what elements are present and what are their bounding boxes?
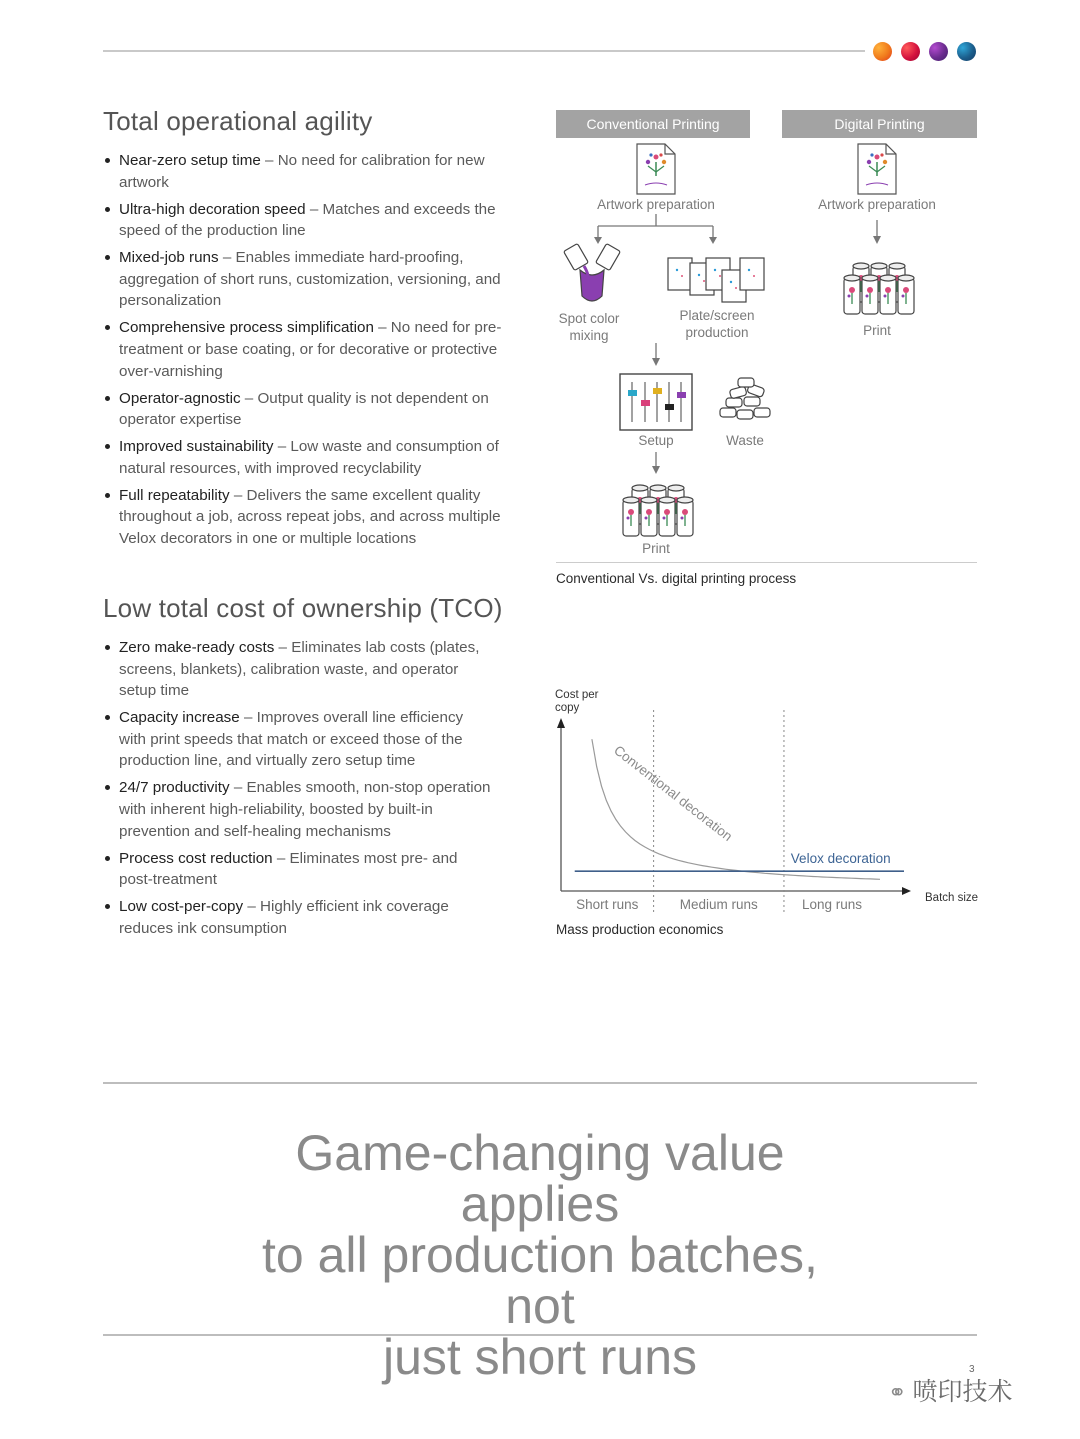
print-cans-icon [844,263,914,314]
conventional-printing-header: Conventional Printing [556,110,750,138]
tagline-line: just short runs [382,1329,697,1385]
agility-item-key: Full repeatability [119,486,230,504]
tco-list [103,637,493,945]
tco-item-desc: – Eliminates lab costs (plates, screens, blankets), calibration waste, and operator setup time [119,639,480,700]
agility-item-key: Near-zero setup time [119,152,261,169]
orange-dot [873,42,892,61]
tco-item-key: Low cost-per-copy [119,898,244,916]
tco-item-key: Zero make-ready costs [119,639,275,656]
wechat-watermark: ⚭ 喷印技术 [888,1378,1013,1406]
arrow-icon [709,237,717,244]
region-label: Medium runs [679,897,758,912]
artwork-doc-icon [637,144,675,194]
artwork-doc-icon [858,144,896,194]
tagline [230,1125,850,1385]
tco-title: Low total cost of ownership (TCO) [103,593,503,623]
spot-color-mixing-icon [564,243,621,301]
agility-item [103,436,523,479]
brand-dots [873,42,983,62]
agility-item-desc: – Enables immediate hard-proofing, aggregation of short runs, customization, versioning, and personalization [119,249,501,310]
tco-item-key: Process cost reduction [119,849,273,867]
tco-item-desc: – Improves overall line efficiency with print speeds that match or exceed those of the production line, and virtually zero setup time [119,709,464,770]
wechat-icon: ⚭ [888,1380,907,1405]
print-cans-icon [623,485,693,536]
plate-screen-icon [668,258,764,302]
tagline-rule-bottom [103,1334,977,1336]
chart-ylabel-2: copy [555,702,580,714]
agility-item-key: Improved sustainability [119,438,274,456]
arrow-icon [652,466,660,474]
artwork-conv-label: Artwork preparation [597,197,715,212]
process-caption: Conventional Vs. digital printing process [556,571,797,586]
page-number: 3 [969,1364,975,1375]
chart-xlabel: Batch size [925,892,979,904]
setup-label: Setup [638,433,674,448]
spot-color-label: Spot color mixing [558,311,620,343]
agility-item [103,388,523,431]
agility-item-desc: – No need for pre-treatment or base coating, or for decorative or protective over-varnishing [119,319,502,380]
tco-item-desc: – Highly efficient ink coverage reduces ink consumption [119,898,449,937]
conventional-label: Conventional decoration [611,742,736,845]
agility-item-key: Mixed-job runs [119,249,219,267]
plate-screen-label: Plate/screen production [679,308,755,340]
arrow-icon [652,358,660,366]
agility-item-key: Operator-agnostic [119,389,241,407]
print-dig-label: Print [863,323,891,338]
header-rule [103,50,865,52]
cost-chart [540,680,990,950]
waste-icon [720,378,770,419]
agility-item-key: Ultra-high decoration speed [119,200,306,218]
chart-title: Mass production economics [556,922,724,937]
diagram-rule [556,562,977,563]
agility-item [103,247,523,312]
print-conv-label: Print [642,541,670,556]
tco-item-desc: – Enables smooth, non-stop operation with inherent high-reliability, boosted by built-in prevention and self-healing mechanisms [119,779,491,840]
agility-list [103,150,523,555]
region-label: Short runs [576,897,639,912]
agility-item [103,317,523,382]
agility-item [103,485,523,550]
region-label: Long runs [801,897,862,912]
tagline-line: Game-changing value applies [295,1125,785,1232]
tco-item-key: Capacity increase [119,709,240,727]
artwork-dig-label: Artwork preparation [818,197,936,212]
purple-dot [929,42,948,61]
digital-printing-header: Digital Printing [782,110,977,138]
arrow-icon [594,237,602,244]
agility-item [103,150,523,193]
y-axis-arrow-icon [557,718,565,728]
tco-item [103,777,493,842]
arrow-icon [873,236,881,244]
tco-item [103,637,493,702]
agility-title: Total operational agility [103,106,373,136]
red-dot [901,42,920,61]
x-axis-arrow-icon [902,887,911,895]
agility-item-desc: – Low waste and consumption of natural resources, with improved recyclability [119,438,499,477]
tco-item [103,707,493,772]
agility-item-desc: – Output quality is not dependent on operator expertise [119,389,489,429]
agility-item-desc: – Matches and exceeds the speed of the production line [119,200,496,240]
agility-item-desc: – Delivers the same excellent quality throughout a job, across repeat jobs, and across multiple Velox decorators in one or multiple locations [119,486,501,547]
tco-item [103,848,493,891]
chart-ylabel-1: Cost per [555,689,599,701]
setup-mixer-icon [620,374,692,430]
waste-label: Waste [726,433,764,448]
tagline-line: to all production batches, not [262,1227,818,1334]
tco-item [103,896,493,939]
agility-item [103,199,523,242]
tco-item-key: 24/7 productivity [119,779,230,797]
tagline-rule-top [103,1082,977,1084]
tco-item-desc: – Eliminates most pre- and post-treatment [119,849,458,889]
agility-item-desc: – No need for calibration for new artwork [119,152,485,191]
agility-item-key: Comprehensive process simplification [119,319,374,337]
velox-label: Velox decoration [790,851,891,867]
blue-dot [957,42,976,61]
